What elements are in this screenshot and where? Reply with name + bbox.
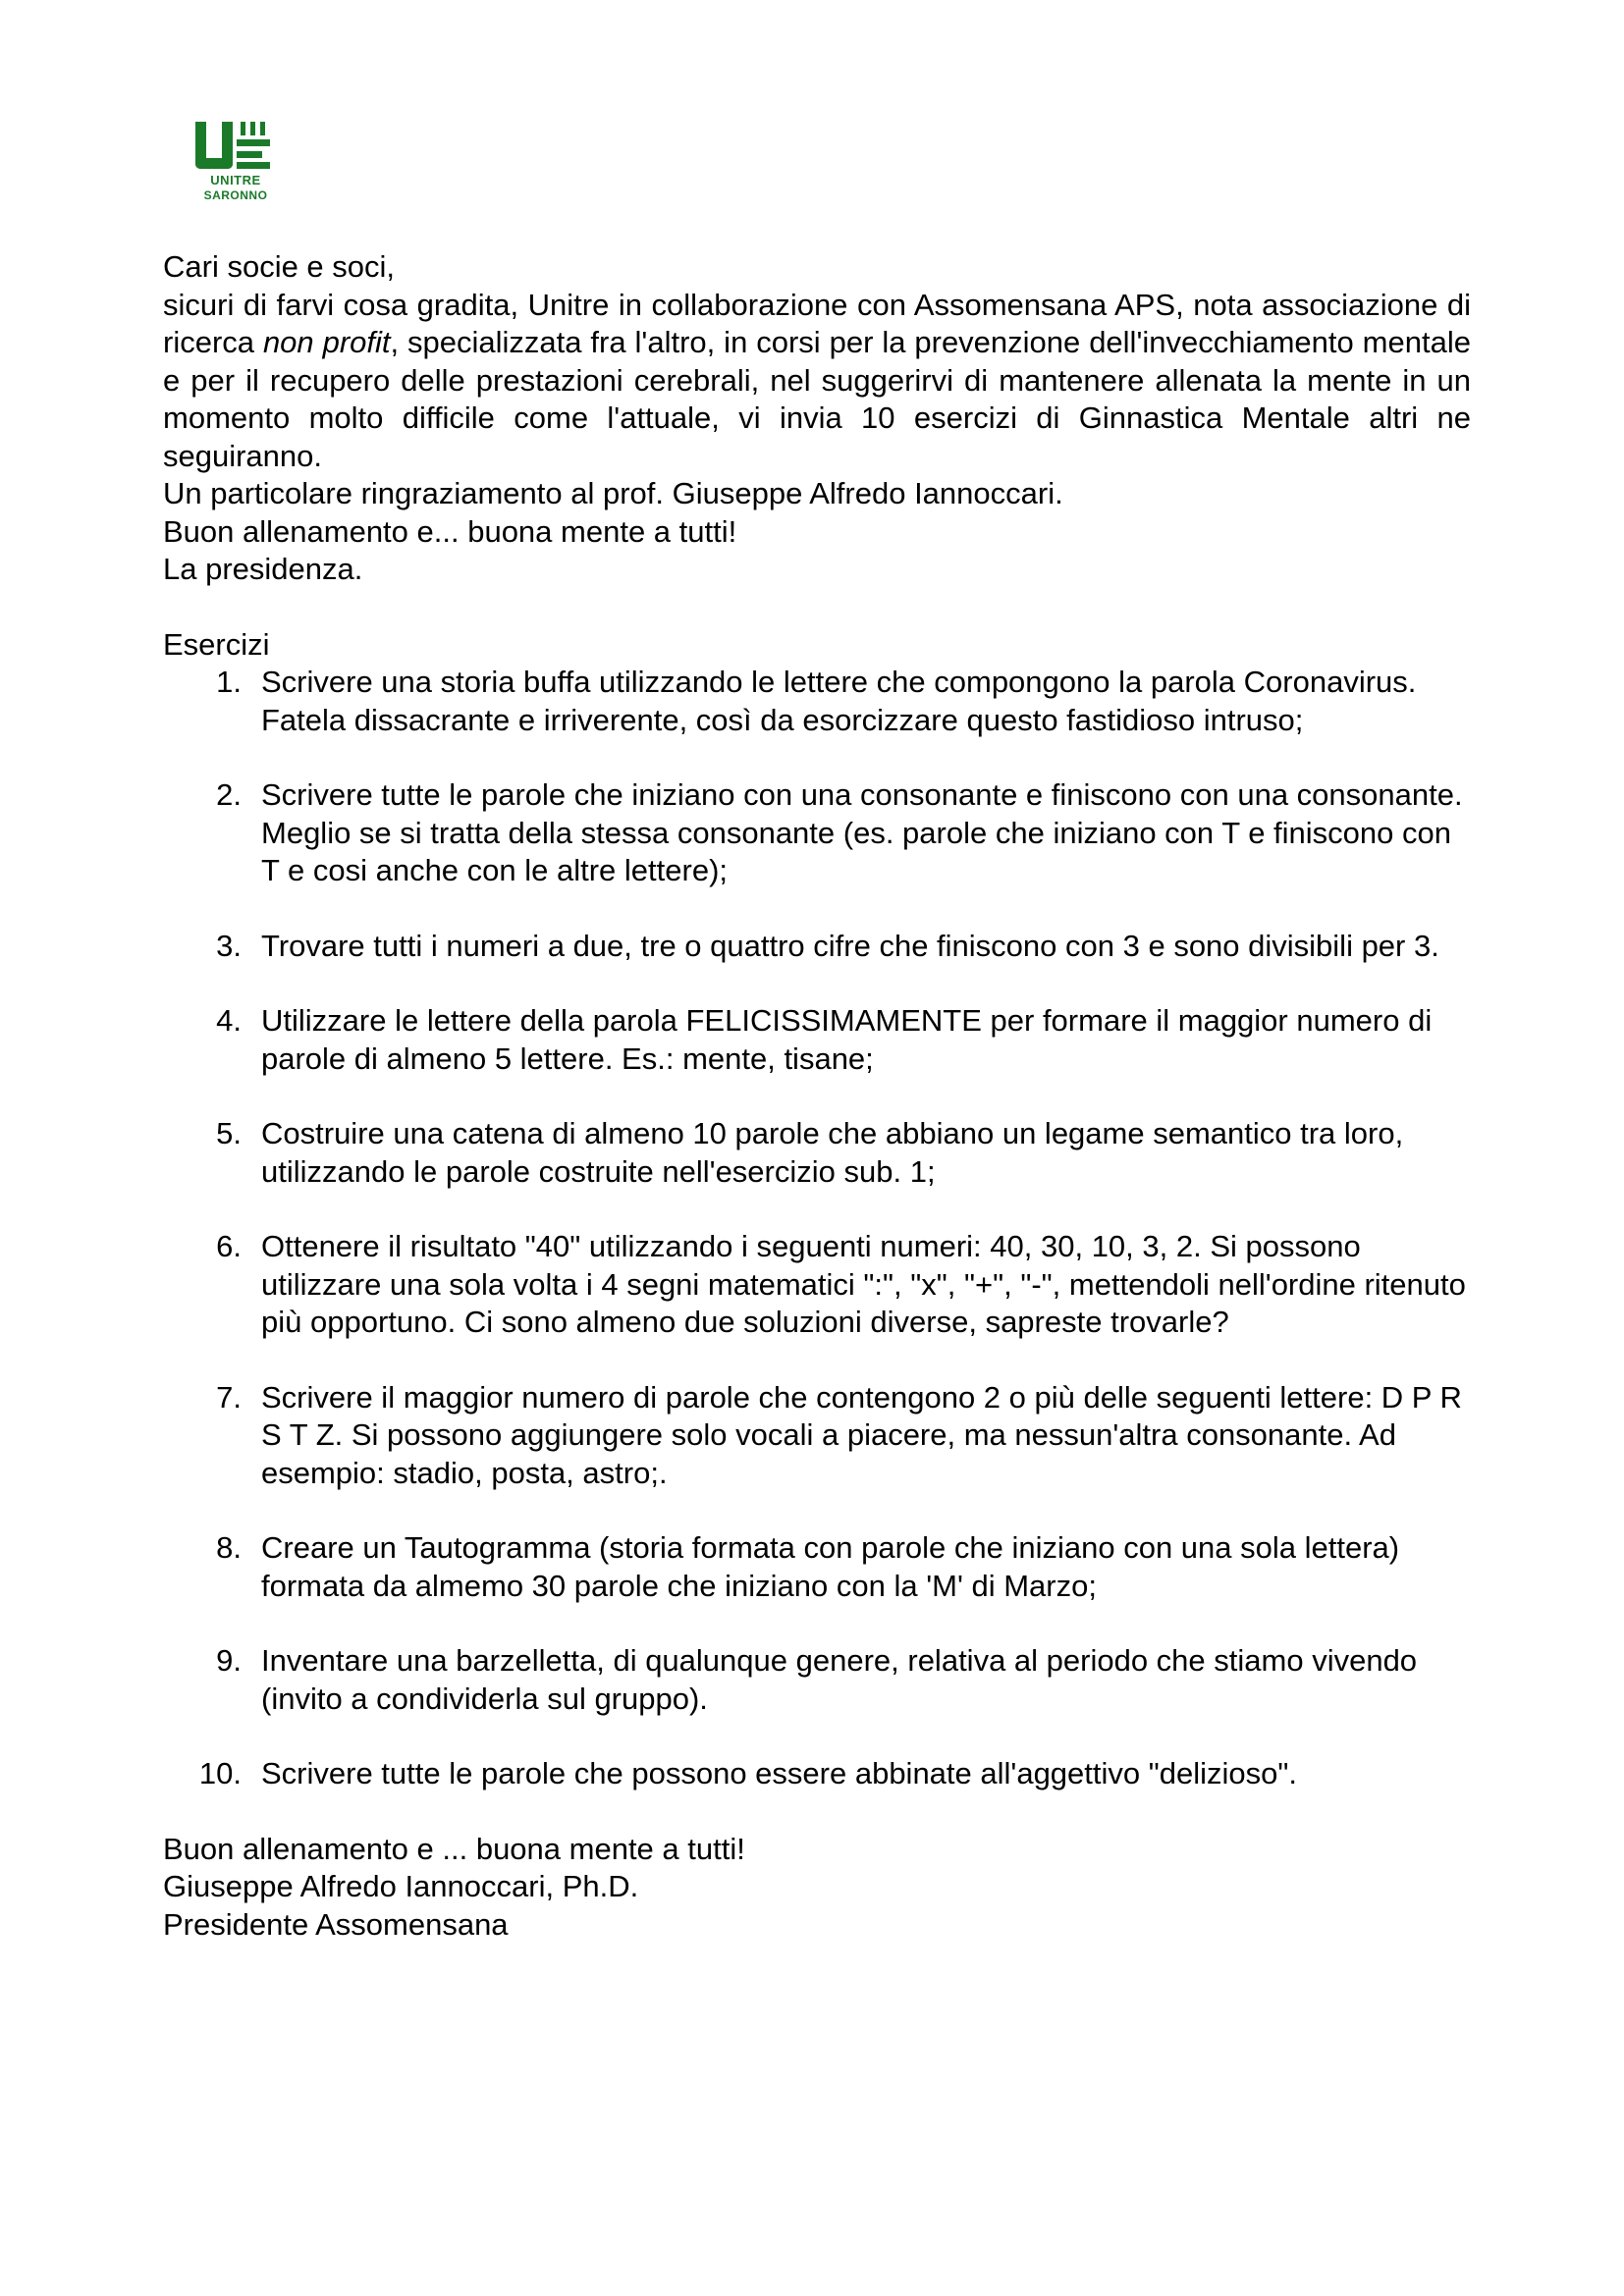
signatory-name: Giuseppe Alfredo Iannoccari, Ph.D. [163, 1869, 639, 1903]
item-number: 1. [216, 665, 242, 699]
item-number: 6. [216, 1229, 242, 1263]
greeting: Cari socie e soci, [163, 249, 396, 284]
list-item [163, 928, 1471, 966]
item-text: Scrivere tutte le parole che iniziano con una consonante e finiscono con una consonante. Meglio se si tratta della stessa consonante (es. parole che iniziano con T e finiscono con T e cosi anche con le altre lettere); [261, 777, 1463, 887]
item-number: 2. [216, 777, 242, 812]
item-number: 10. [198, 1756, 242, 1790]
intro-part1: sicuri di farvi cosa gradita, Unitre in collaborazione con Assomensana APS, nota associazione di ricerca [163, 287, 1471, 359]
wish-line: Buon allenamento e... buona mente a tutti! [163, 513, 737, 549]
item-text: Scrivere il maggior numero di parole che contengono 2 o più delle seguenti lettere: D P R S T Z. Si possono aggiungere solo vocali a piacere, ma nessun'altra consonante. Ad esempio: stadio, posta, astro;. [261, 1379, 1462, 1490]
list-item [163, 1642, 1471, 1718]
item-number: 5. [216, 1116, 242, 1150]
presidency-signature: La presidenza. [163, 552, 363, 586]
intro-paragraph [163, 287, 1471, 476]
logo-u-shape [195, 122, 233, 169]
item-text: Inventare una barzelletta, di qualunque genere, relativa al periodo che stiamo vivendo (invito a condividerla sul gruppo). [261, 1643, 1418, 1716]
list-item [163, 1529, 1471, 1605]
exercises-list [163, 664, 1471, 1793]
logo-text-unitre: UNITRE [210, 173, 261, 187]
item-number: 9. [216, 1643, 242, 1678]
item-number: 3. [216, 928, 242, 963]
letter-body [163, 248, 1471, 1944]
list-item [163, 1115, 1471, 1191]
list-item [163, 1755, 1471, 1793]
intro-part2: , specializzata fra l'altro, in corsi per la prevenzione dell'invecchiamento mentale e per il recupero delle prestazioni cerebrali, nel suggerirvi di mantenere allenata la mente in un momento molto difficile come l'attuale, vi invia 10 esercizi di Ginnastica Mentale altri ne seguiranno. [163, 325, 1471, 473]
intro-italic: non profit [262, 325, 391, 359]
exercises-title: Esercizi [163, 626, 270, 662]
item-number: 8. [216, 1530, 242, 1565]
list-item [163, 664, 1471, 739]
item-text: Trovare tutti i numeri a due, tre o quattro cifre che finiscono con 3 e sono divisibili per 3. [261, 928, 1439, 963]
item-number: 4. [216, 1003, 242, 1038]
signatory-role: Presidente Assomensana [163, 1906, 509, 1942]
item-text: Creare un Tautogramma (storia formata con parole che iniziano con una sola lettera) formata da almemo 30 parole che iniziano con la 'M' di Marzo; [261, 1530, 1400, 1603]
item-text: Scrivere tutte le parole che possono essere abbinate all'aggettivo "delizioso". [261, 1756, 1297, 1790]
item-text: Costruire una catena di almeno 10 parole che abbiano un legame semantico tra loro, utilizzando le parole costruite nell'esercizio sub. 1; [261, 1116, 1404, 1189]
thanks-line: Un particolare ringraziamento al prof. Giuseppe Alfredo Iannoccari. [163, 476, 1063, 510]
closing-wish: Buon allenamento e ... buona mente a tutti! [163, 1831, 745, 1866]
list-item [163, 1228, 1471, 1342]
logo-bars [237, 122, 270, 169]
item-number: 7. [216, 1379, 242, 1415]
unitre-logo [195, 122, 276, 206]
item-text: Ottenere il risultato "40" utilizzando i seguenti numeri: 40, 30, 10, 3, 2. Si possono utilizzare una sola volta i 4 segni matematici ":", "x", "+", "-", mettendoli nell'ordine ritenuto più opportuno. Ci sono almeno due soluzioni diverse, sapreste trovarle? [261, 1229, 1466, 1339]
logo-text-saronno: SARONNO [203, 188, 268, 202]
item-text: Utilizzare le lettere della parola FELICISSIMAMENTE per formare il maggior numero di parole di almeno 5 lettere. Es.: mente, tisane; [261, 1003, 1433, 1076]
list-item [163, 1379, 1471, 1493]
list-item [163, 776, 1471, 890]
list-item [163, 1002, 1471, 1078]
item-text: Scrivere una storia buffa utilizzando le lettere che compongono la parola Coronavirus. Fatela dissacrante e irriverente, così da esorcizzare questo fastidioso intruso; [261, 665, 1417, 737]
